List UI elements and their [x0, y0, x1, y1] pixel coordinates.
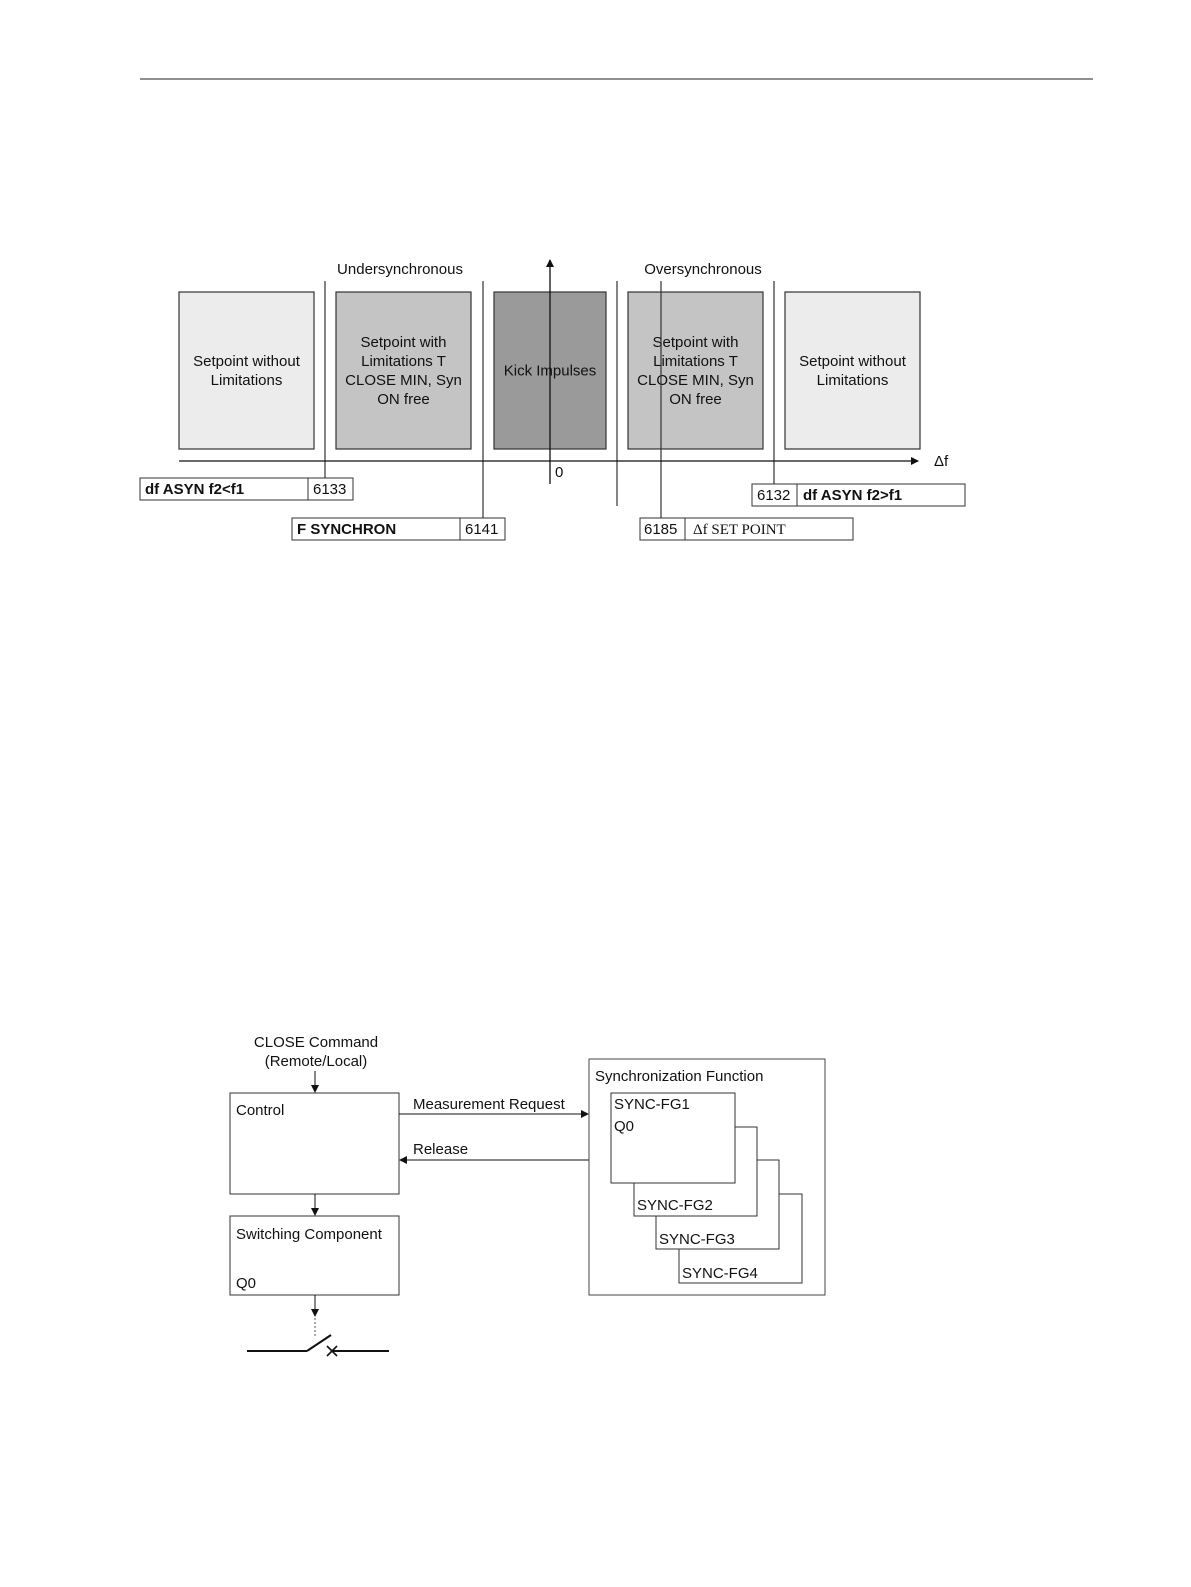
sync-fg1-block [611, 1093, 735, 1183]
zone-text-line: Setpoint with [652, 334, 739, 351]
param-name: F SYNCHRON [297, 521, 397, 538]
synchronization-function-label: Synchronization Function [595, 1068, 764, 1085]
oversynchronous-label: Oversynchronous [644, 261, 762, 278]
zone-left-outer [179, 292, 314, 449]
zone-text-line: ON free [377, 391, 430, 408]
sync-fg1-label: SYNC-FG1 [614, 1096, 690, 1113]
zone-text-line: ON free [669, 391, 722, 408]
control-label: Control [236, 1102, 285, 1119]
zone-right-outer [785, 292, 920, 449]
param-number: 6132 [757, 487, 791, 504]
zone-text-line: CLOSE MIN, Syn [637, 372, 754, 389]
sync-fg1-q0-label: Q0 [614, 1118, 635, 1135]
param-df-asyn-lt [140, 478, 353, 500]
close-command-line1: CLOSE Command [253, 1034, 379, 1051]
zero-label: 0 [555, 464, 564, 481]
sync-fg4-label: SYNC-FG4 [682, 1265, 758, 1282]
zone-text-line: Limitations [210, 372, 283, 389]
zone-text-line: Kick Impulses [503, 362, 597, 380]
synchronization-function-block [589, 1059, 825, 1295]
undersynchronous-label: Undersynchronous [337, 261, 463, 278]
zone-text-line: Limitations [816, 372, 889, 389]
param-name: df ASYN f2>f1 [803, 487, 903, 504]
close-command-line2: (Remote/Local) [264, 1053, 368, 1070]
param-name: Δf SET POINT [693, 522, 786, 538]
measurement-request-label: Measurement Request [413, 1096, 565, 1113]
param-number: 6141 [465, 521, 499, 538]
param-number: 6133 [313, 481, 347, 498]
delta-f-label: Δf [934, 453, 949, 470]
zone-text-line: Setpoint with [360, 334, 447, 351]
sync-fg2-label: SYNC-FG2 [637, 1197, 713, 1214]
zone-text-line: Setpoint without [193, 353, 300, 370]
param-f-synchron [292, 518, 505, 540]
zone-text-line: Limitations T [653, 353, 738, 370]
zone-text-line: Limitations T [361, 353, 446, 370]
zone-left-inner [336, 292, 471, 449]
switching-q0-label: Q0 [236, 1275, 257, 1292]
switching-component-label: Switching Component [236, 1226, 382, 1243]
sync-fg3-label: SYNC-FG3 [659, 1231, 735, 1248]
param-number: 6185 [644, 521, 678, 538]
param-df-setpoint [640, 518, 853, 540]
release-label: Release [413, 1141, 469, 1158]
control-block [230, 1093, 399, 1194]
param-name: df ASYN f2<f1 [145, 481, 245, 498]
frequency-zone-diagram [140, 260, 965, 540]
circuit-breaker-symbol [247, 1335, 389, 1356]
zone-text-line: Setpoint without [799, 353, 906, 370]
synchronization-block-diagram [230, 1034, 825, 1356]
zone-text-line: CLOSE MIN, Syn [345, 372, 462, 389]
switching-component-block [230, 1216, 399, 1295]
param-df-asyn-gt [752, 484, 965, 506]
zone-right-inner [628, 292, 763, 449]
